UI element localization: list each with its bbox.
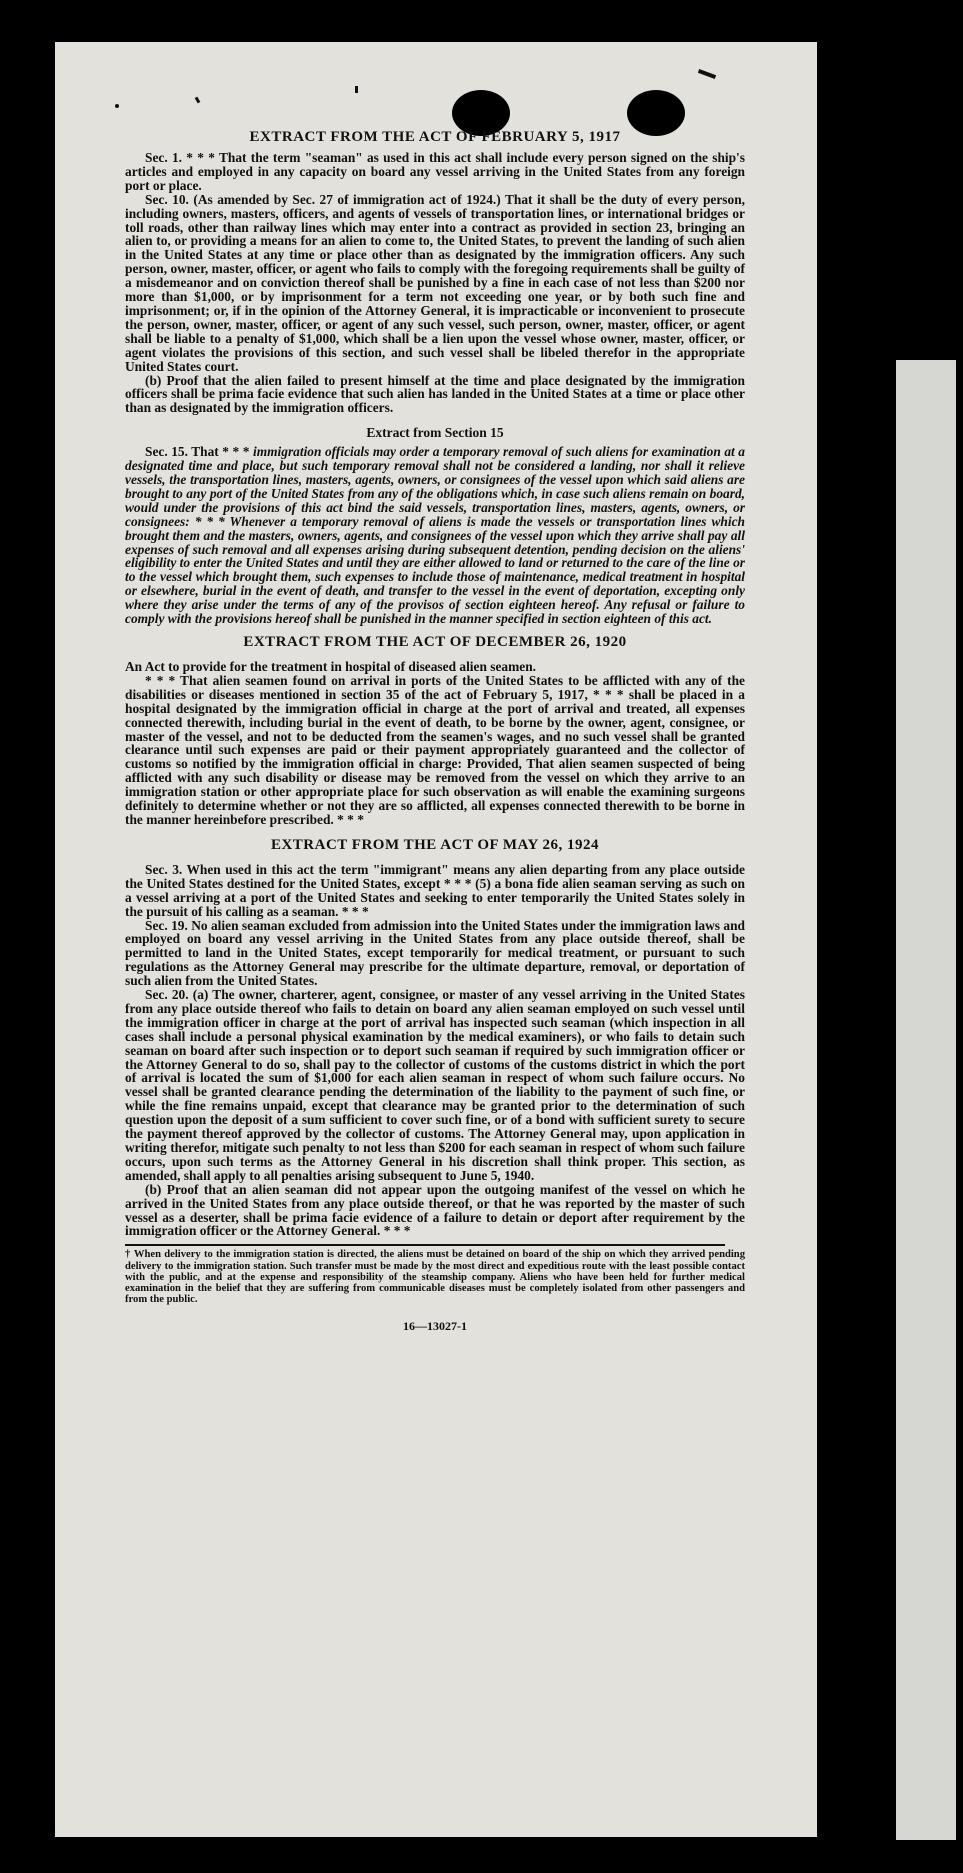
ink-speck [195,97,201,104]
footnote: † When delivery to the immigration station is directed, the aliens must be detained on board of the ship on which they arrived pending delivery to the immigration station. Such transfer must be made by the most direct and expeditious route with the least possible contact with the public, and at the expense and responsibility of the steamship company. Aliens who have been held for further medical examination in the belief that they are suffering from communicable diseases must be completely isolated from other passengers and from the public. [125,1249,745,1306]
print-code: 16—13027-1 [403,1319,467,1334]
document-page [55,42,817,1837]
act-1920-title: An Act to provide for the treatment in hospital of diseased alien seamen. [125,659,537,674]
section-15-lead: Sec. 15. That * * * [145,444,250,460]
section-20a: Sec. 20. (a) The owner, charterer, agent, consignee, or master of any vessel arriving in the United States from any place outside thereof who fails to detain on board any alien seaman employed on such vessel until the immigration officer in charge at the port of arrival has inspected such seaman (which inspection in all cases shall include a personal physical examination by the medical examiners), or who fails to detain such seaman on board after such inspection or to deport such seaman if required by such immigration officer or the Attorney General to do so, shall pay to the collector of customs of the customs district in which the port of arrival is located the sum of $1,000 for each alien seaman in respect of whom such failure occurs. No vessel shall be granted clearance pending the determination of the liability to the payment of such fine, or while the fine remains unpaid, except that clearance may be granted prior to the determination of such question upon the deposit of a sum sufficient to cover such fine, or of a bond with sufficient surety to secure the payment thereof approved by the collector of customs. The Attorney General may, upon application in writing therefor, mitigate such penalty to not less than $200 for each seaman in respect of whom such failure occurs, upon such terms as the Attorney General in his discretion shall think proper. This section, as amended, shall apply to all penalties arising subsequent to June 5, 1940. [125,987,745,1183]
section-15 [125,445,745,626]
ink-speck [355,86,358,93]
heading-act-1917: EXTRACT FROM THE ACT OF FEBRUARY 5, 1917 [249,129,621,145]
adjacent-page-edge [896,360,956,1840]
section-15-body: immigration officials may order a temporary removal of such aliens for examination at a designated time and place, but such temporary removal shall not be considered a landing, nor shall it relieve vessels, the transportation lines, masters, agents, owners, or consignees of the vessel upon which said aliens are brought to any port of the United States from any of the obligations which, in case such aliens remain on board, would under the provisions of this act bind the said vessels, transportation lines, masters, agents, owners, or consignees: * * * Whenever a temporary removal of aliens is made the vessels or transportation lines which brought them and the masters, owners, agents, and consignees of the vessel upon which they arrive shall pay all expenses of such removal and all expenses arising during subsequent detention, pending decision on the aliens' eligibility to enter the United States and until they are either allowed to land or returned to the care of the line or to the vessel which brought them, such expenses to include those of maintenance, medical treatment in hospital or elsewhere, burial in the event of death, and transfer to the vessel in the event of deportation, excepting only where they arise under the terms of any of the provisos of section eighteen hereof. Any refusal or failure to comply with the provisions hereof shall be punished in the manner specified in section eighteen of this act. [125,444,745,627]
heading-act-1924: EXTRACT FROM THE ACT OF MAY 26, 1924 [270,836,600,853]
ink-speck [698,69,716,79]
section-3: Sec. 3. When used in this act the term "immigrant" means any alien departing from any place outside the United States destined for the United States, except * * * (5) a bona fide alien seaman serving as such on a vessel arriving at a port of the United States and seeking to enter temporarily the United States solely in the pursuit of his calling as a seaman. * * * [125,861,745,919]
section-20b: (b) Proof that an alien seaman did not appear upon the outgoing manifest of the vessel on which he arrived in the United States from any place outside thereof, or that he was reported by the master of such vessel as a deserter, shall be prima facie evidence of a failure to detain or deport after requirement by the immigration officer or the Attorney General. * * * [125,1181,745,1239]
act-1920-body: * * * That alien seamen found on arrival in ports of the United States to be afflicted with any of the disabilities or diseases mentioned in section 35 of the act of February 5, 1917, * * * shall be placed in a hospital designated by the immigration official in charge at the port of arrival and treated, all expenses connected therewith, including burial in the event of death, to be borne by the owner, agent, consignee, or master of the vessel, and not to be deducted from the seamen's wages, and no such vessel shall be granted clearance until such expenses are paid or their payment appropriately guaranteed and the collector of customs so notified by the immigration official in charge: Provided, That alien seamen suspected of being afflicted with any such disability or disease may be removed from the vessel on which they arrive to an immigration station or other appropriate place for such observation as will enable the examining surgeons definitely to determine whether or not they are so afflicted, all expenses connected therewith to be borne in the manner hereinbefore prescribed. * * * [125,672,745,827]
footnote-rule [125,1244,725,1246]
section-10b: (b) Proof that the alien failed to present himself at the time and place designated by the immigration officers shall be prima facie evidence that such alien has landed in the United States at a time or place other than as designated by the immigration officers. [125,372,745,416]
section-10: Sec. 10. (As amended by Sec. 27 of immigration act of 1924.) That it shall be the duty of every person, including owners, masters, officers, and agents of vessels of transportation lines, or international bridges or toll roads, other than railway lines which may enter into a contract as provided in section 23, bringing an alien to, or providing a means for an alien to come to, the United States, to prevent the landing of such alien in the United States at any time or place other than as designated by the immigration officers. Any such person, owner, master, officer, or agent who fails to comply with the foregoing requirements shall be guilty of a misdemeanor and on conviction thereof shall be punished by a fine in each case of not less than $200 nor more than $1,000, or by imprisonment for a term not exceeding one year, or by both such fine and imprisonment; or, if in the opinion of the Attorney General, it is impracticable or inconvenient to prosecute the person, owner, master, officer, or agent of any such vessel, such person, owner, master, officer, or agent shall be liable to a penalty of $1,000, which shall be a lien upon the vessel whose owner, master, officer, or agent violates the provisions of this section, and such vessel shall be libeled therefor in the appropriate United States court. [125,191,745,374]
ink-speck [115,104,119,108]
section-1: Sec. 1. * * * That the term "seaman" as used in this act shall include every person signed on the ship's articles and employed in any capacity on board any vessel arriving in the United States from any foreign port or place. [125,150,745,193]
section-19: Sec. 19. No alien seaman excluded from admission into the United States under the immigration laws and employed on board any vessel arriving in the United States from any place outside thereof, shall be permitted to land in the United States, except temporarily for medical treatment, or pursuant to such regulations as the Attorney General may prescribe for the ultimate departure, removal, or deportation of such alien from the United States. [125,917,745,989]
document-body [125,127,745,1334]
heading-act-1920: EXTRACT FROM THE ACT OF DECEMBER 26, 1920 [243,634,627,650]
subheading-section-15: Extract from Section 15 [366,425,504,441]
